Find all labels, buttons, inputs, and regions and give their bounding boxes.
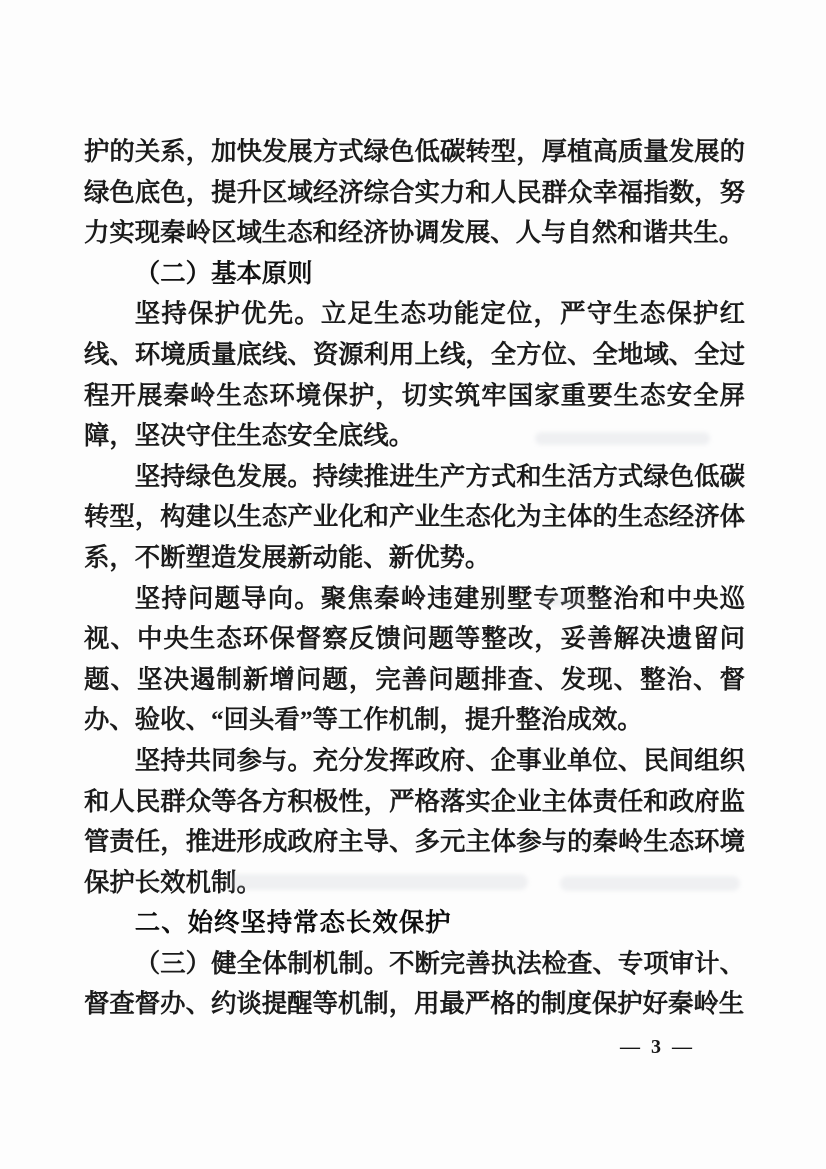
scan-smudge — [228, 874, 528, 890]
paragraph-continuation: 护的关系，加快发展方式绿色低碳转型，厚植高质量发展的绿色底色，提升区域经济综合实力和人民群众幸福指数，努力实现秦岭区域生态和经济协调发展、人与自然和谐共生。 — [84, 138, 745, 248]
paragraph-joint-participation: 坚持共同参与。充分发挥政府、企事业单位、民间组织和人民群众等各方积极性，严格落实企业主体责任和政府监管责任，推进形成政府主导、多元主体参与的秦岭生态环境保护长效机制。 — [84, 746, 745, 897]
subsection-heading-basic-principles: （二）基本原则 — [134, 259, 313, 288]
paragraph-green-development: 坚持绿色发展。持续推进生产方式和生活方式绿色低碳转型，构建以生态产业化和产业生态化为主体的生态经济体系，不断塑造发展新动能、新优势。 — [84, 462, 745, 572]
paragraph-institutional-mechanism: （三）健全体制机制。不断完善执法检查、专项审计、督查督办、约谈提醒等机制，用最严格的制度保护好秦岭生 — [84, 949, 745, 1019]
paragraph-protection-first: 坚持保护优先。立足生态功能定位，严守生态保护红线、环境质量底线、资源利用上线，全方位、全地域、全过程开展秦岭生态环境保护，切实筑牢国家重要生态安全屏障，坚决守住生态安全底线。 — [84, 300, 745, 451]
paragraph-problem-oriented: 坚持问题导向。聚焦秦岭违建别墅专项整治和中央巡视、中央生态环保督察反馈问题等整改，妥善解决遗留问题、坚决遏制新增问题，完善问题排查、发现、整治、督办、验收、“回头看”等工作机制，提升整治成效。 — [84, 584, 745, 735]
section-heading-long-term-protection: 二、始终坚持常态长效保护 — [134, 909, 452, 938]
scan-smudge — [535, 432, 710, 445]
scan-smudge — [540, 596, 600, 606]
scan-smudge — [560, 876, 740, 891]
document-body — [84, 132, 745, 1025]
page-number: — 3 — — [620, 1036, 695, 1058]
